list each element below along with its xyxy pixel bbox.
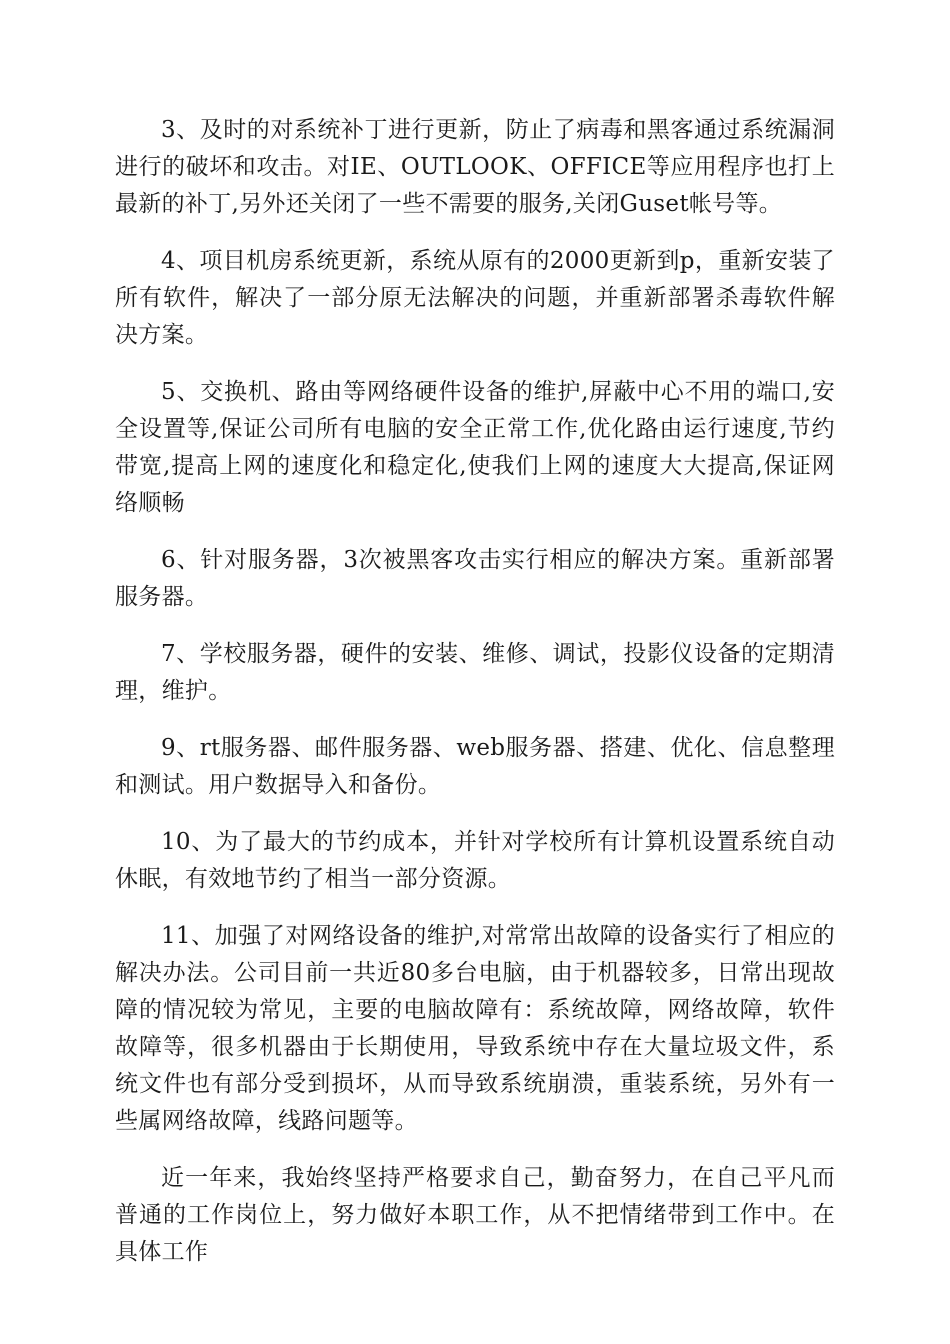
document-body [115,112,835,1291]
paragraph-item-7: 7、学校服务器，硬件的安装、维修、调试，投影仪设备的定期清理，维护。 [115,641,835,704]
paragraph-item-10: 10、为了最大的节约成本，并针对学校所有计算机设置系统自动休眠，有效地节约了相当一部分资源。 [115,829,835,892]
paragraph-item-9: 9、rt服务器、邮件服务器、web服务器、搭建、优化、信息整理和测试。用户数据导入和备份。 [115,735,835,798]
paragraph-item-3: 3、及时的对系统补丁进行更新，防止了病毒和黑客通过系统漏洞进行的破坏和攻击。对IE、OUTLOOK、OFFICE等应用程序也打上最新的补丁,另外还关闭了一些不需要的服务,关闭Guset帐号等。 [115,117,835,217]
paragraph-item-5: 5、交换机、路由等网络硬件设备的维护,屏蔽中心不用的端口,安全设置等,保证公司所有电脑的安全正常工作,优化路由运行速度,节约带宽,提高上网的速度化和稳定化,使我们上网的速度大大提高,保证网络顺畅 [115,379,835,516]
paragraph-item-11: 11、加强了对网络设备的维护,对常常出故障的设备实行了相应的解决办法。公司目前一共近80多台电脑，由于机器较多，日常出现故障的情况较为常见，主要的电脑故障有：系统故障，网络故障，软件故障等，很多机器由于长期使用，导致系统中存在大量垃圾文件，系统文件也有部分受到损坏，从而导致系统崩溃，重装系统，另外有一些属网络故障，线路问题等。 [115,923,835,1134]
paragraph-item-4: 4、项目机房系统更新，系统从原有的2000更新到p，重新安装了所有软件，解决了一部分原无法解决的问题，并重新部署杀毒软件解决方案。 [115,248,835,348]
paragraph-summary: 近一年来，我始终坚持严格要求自己，勤奋努力，在自己平凡而普通的工作岗位上，努力做好本职工作，从不把情绪带到工作中。在具体工作 [115,1165,835,1265]
paragraph-item-6: 6、针对服务器，3次被黑客攻击实行相应的解决方案。重新部署服务器。 [115,547,835,610]
